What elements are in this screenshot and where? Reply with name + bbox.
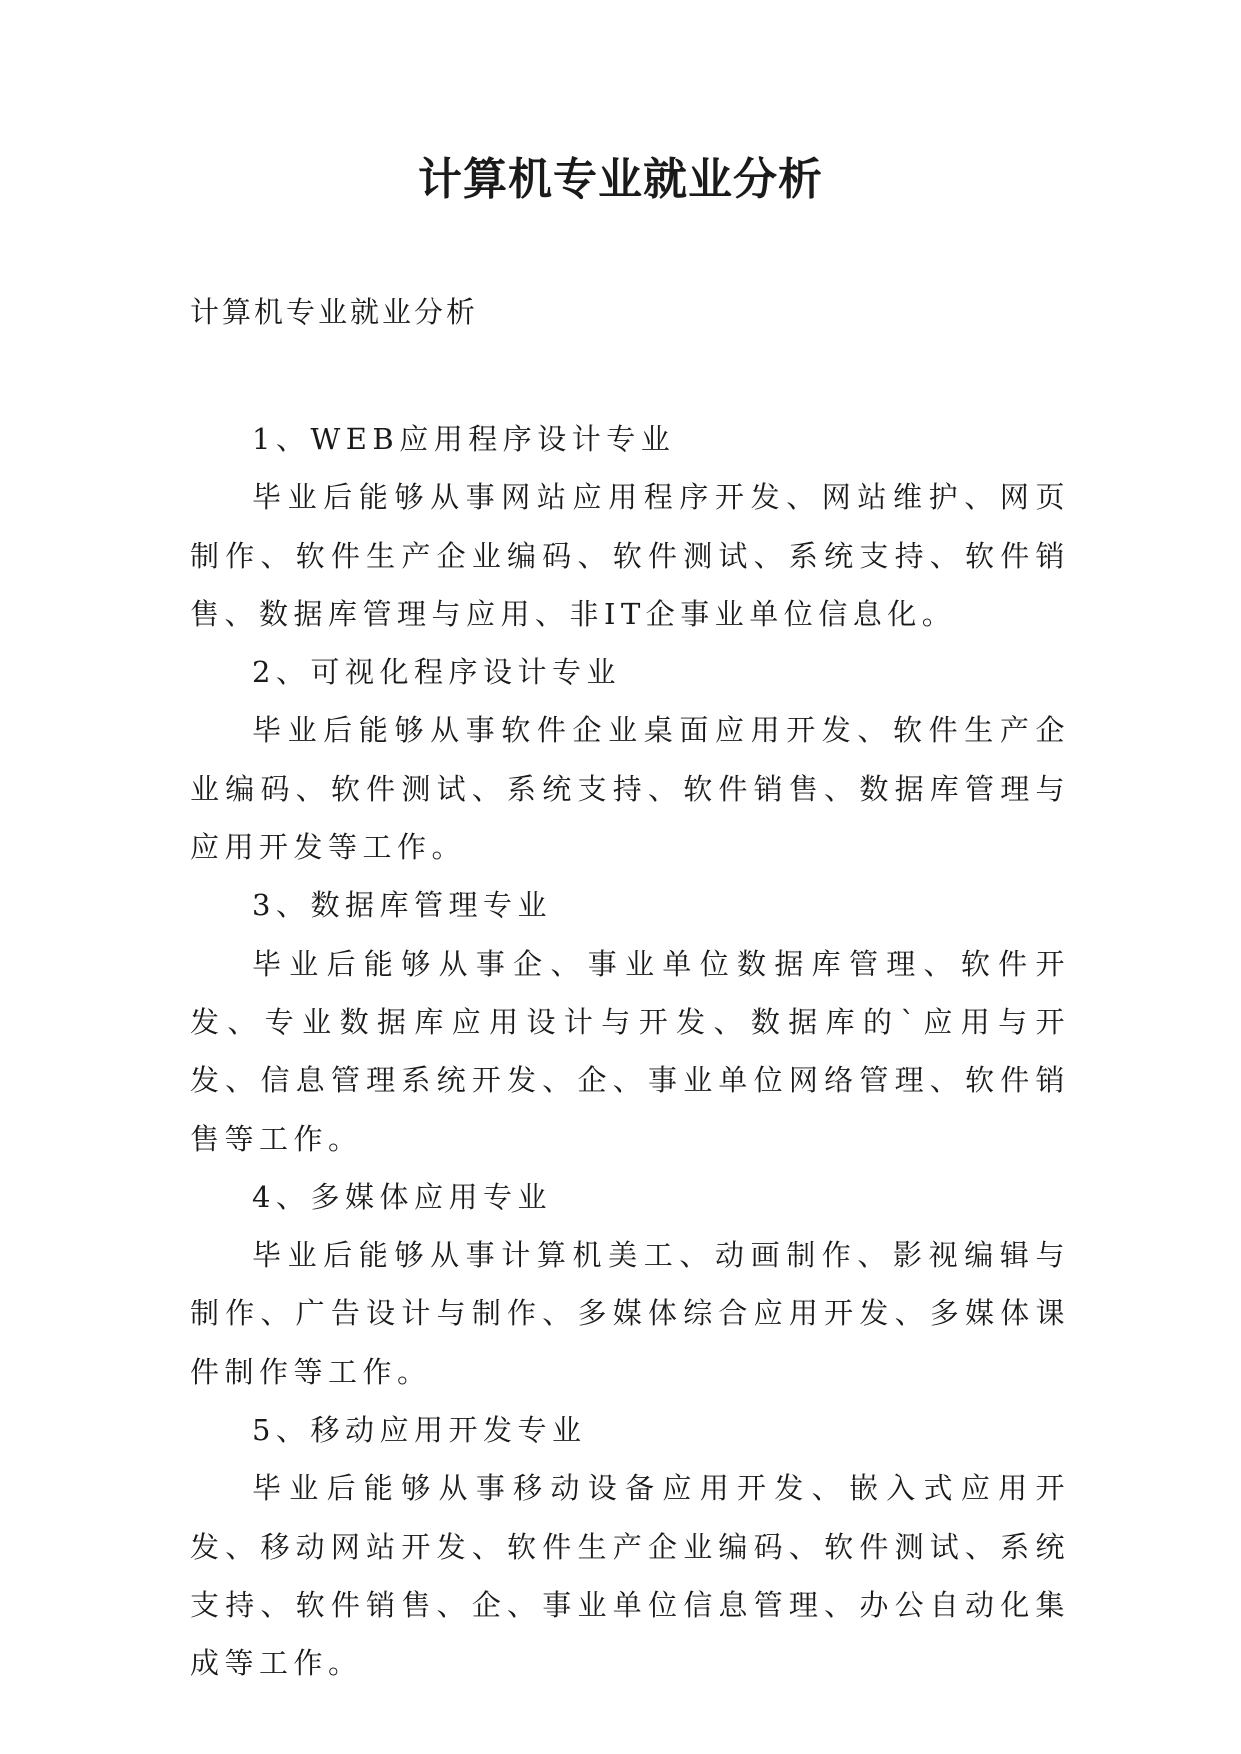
section-heading-visual: 2、可视化程序设计专业	[252, 655, 621, 690]
section-heading-mobile: 5、移动应用开发专业	[252, 1413, 587, 1448]
document-subtitle: 计算机专业就业分析	[190, 295, 479, 329]
section-body-mobile: 毕业后能够从事移动设备应用开发、嵌入式应用开发、移动网站开发、软件生产企业编码、软件测试、系统支持、软件销售、企、事业单位信息管理、办公自动化集成等工作。	[190, 1471, 1070, 1681]
section-heading-web: 1、WEB应用程序设计专业	[252, 422, 676, 456]
document-body	[190, 410, 1070, 1693]
section-body-visual: 毕业后能够从事软件企业桌面应用开发、软件生产企业编码、软件测试、系统支持、软件销售、数据库管理与应用开发等工作。	[190, 713, 1070, 865]
section-heading-multimedia: 4、多媒体应用专业	[252, 1179, 552, 1214]
page-title: 计算机专业就业分析	[418, 154, 823, 205]
section-heading-database: 3、数据库管理专业	[252, 888, 552, 923]
section-body-database: 毕业后能够从事企、事业单位数据库管理、软件开发、专业数据库应用设计与开发、数据库的`应用与开发、信息管理系统开发、企、事业单位网络管理、软件销售等工作。	[190, 946, 1070, 1156]
section-body-web: 毕业后能够从事网站应用程序开发、网站维护、网页制作、软件生产企业编码、软件测试、系统支持、软件销售、数据库管理与应用、非IT企事业单位信息化。	[190, 480, 1070, 631]
section-body-multimedia: 毕业后能够从事计算机美工、动画制作、影视编辑与制作、广告设计与制作、多媒体综合应用开发、多媒体课件制作等工作。	[190, 1238, 1070, 1389]
